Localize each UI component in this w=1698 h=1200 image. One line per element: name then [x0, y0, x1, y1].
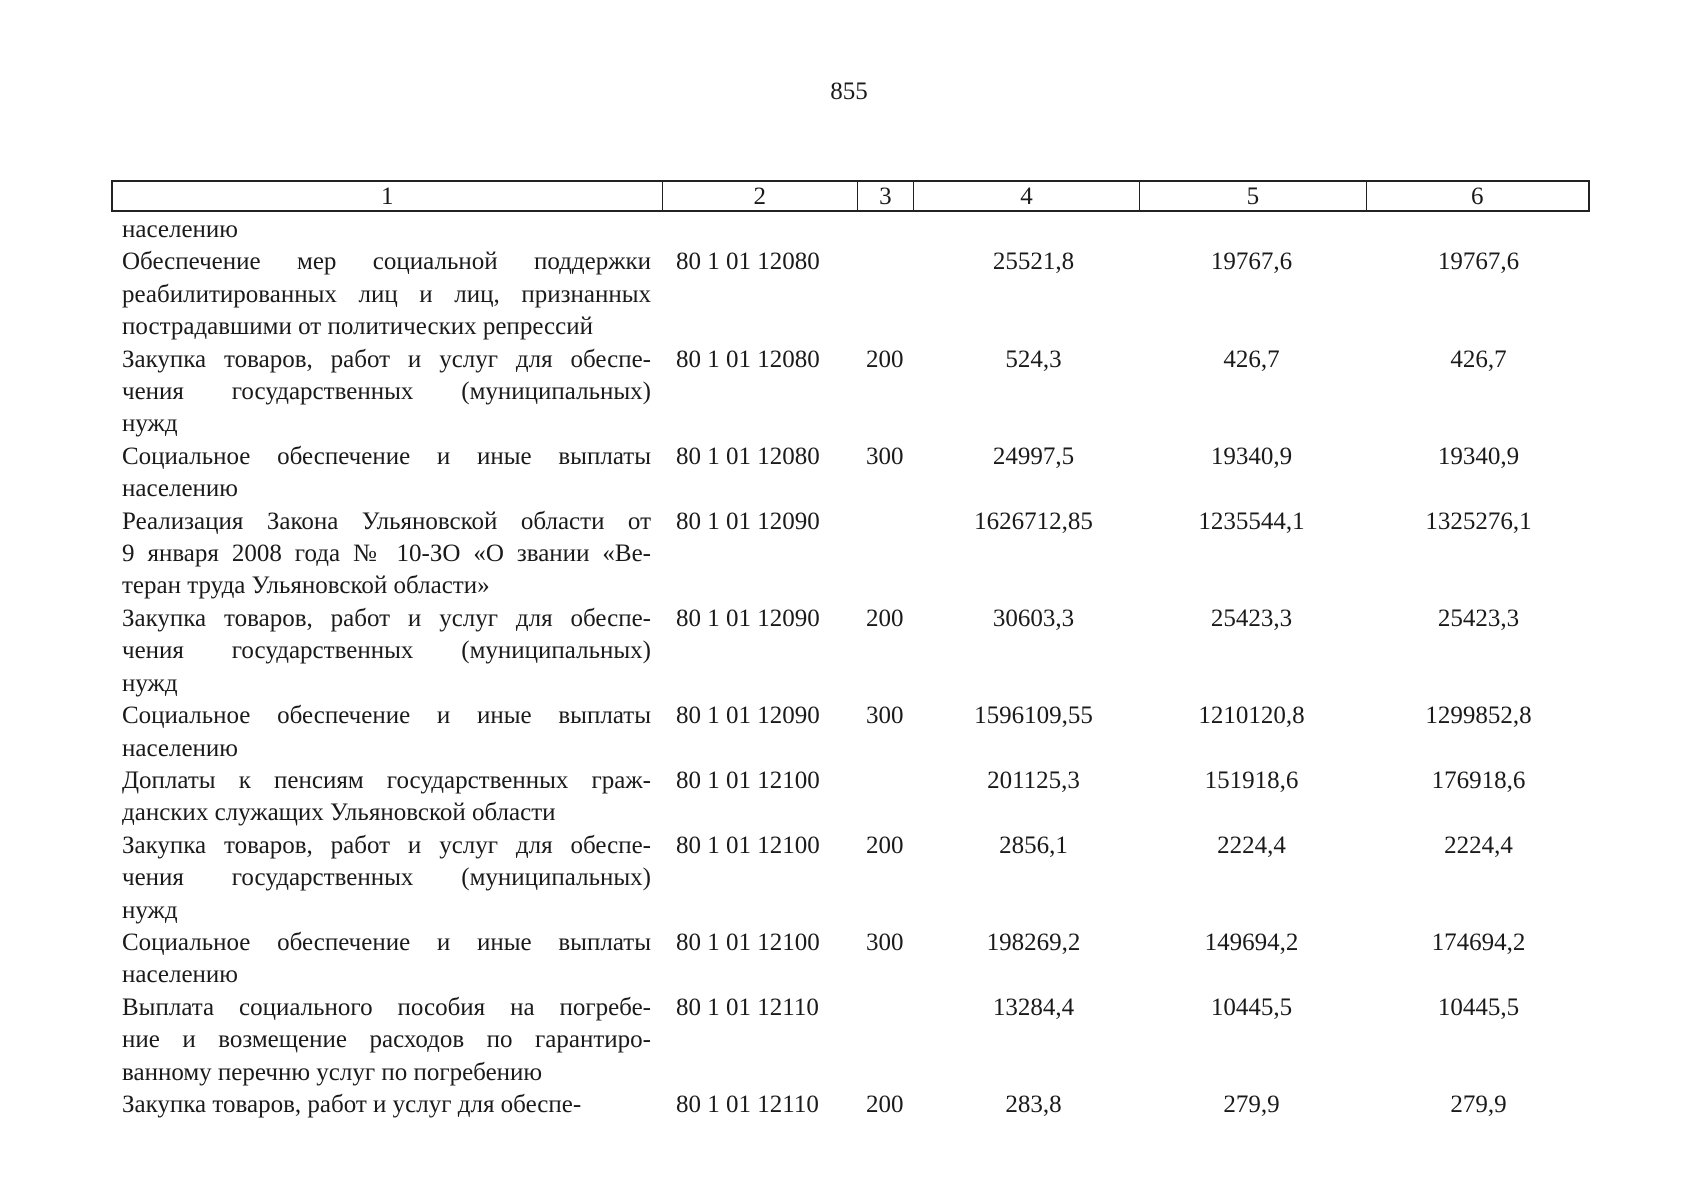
amount-col-6-cell: 426,7 [1450, 345, 1507, 373]
amount-col-5-cell: 1235544,1 [1198, 507, 1305, 535]
amount-col-4-cell: 524,3 [1005, 345, 1062, 373]
amount-col-4-cell: 201125,3 [987, 766, 1080, 794]
budget-code-cell: 80 1 01 12110 [676, 993, 819, 1021]
row-description [122, 603, 651, 700]
header-col-3: 3 [858, 182, 914, 210]
description-line: населению [122, 734, 238, 762]
amount-col-6-cell: 174694,2 [1431, 928, 1526, 956]
table-row [0, 700, 1698, 765]
row-description [122, 506, 651, 603]
row-description [122, 765, 651, 830]
budget-code-cell: 80 1 01 12090 [676, 507, 820, 535]
table-row [0, 830, 1698, 927]
amount-col-5-cell: 151918,6 [1204, 766, 1299, 794]
amount-col-5-cell: 2224,4 [1217, 831, 1286, 859]
budget-code-cell: 80 1 01 12080 [676, 345, 820, 373]
budget-code-cell: 80 1 01 12100 [676, 928, 820, 956]
amount-col-6-cell: 19767,6 [1437, 248, 1520, 276]
budget-code-cell: 80 1 01 12100 [676, 831, 820, 859]
amount-col-6-cell: 25423,3 [1437, 604, 1520, 632]
amount-col-4-cell: 30603,3 [992, 604, 1075, 632]
description-line: чения государственных (муниципальных) [122, 378, 651, 406]
header-col-5: 5 [1140, 182, 1366, 210]
amount-col-4-cell: 198269,2 [986, 928, 1081, 956]
expense-type-cell: 300 [866, 928, 904, 956]
row-description [122, 830, 651, 927]
expense-type-cell: 300 [866, 702, 904, 730]
budget-code-cell: 80 1 01 12090 [676, 702, 820, 730]
amount-col-6-cell: 2224,4 [1444, 831, 1513, 859]
description-line: Обеспечение мер социальной поддержки [122, 248, 651, 276]
amount-col-6-cell: 19340,9 [1437, 442, 1520, 470]
table-row [0, 765, 1698, 830]
expense-type-cell: 200 [866, 345, 904, 373]
row-description [122, 992, 651, 1089]
row-description [122, 1089, 651, 1121]
amount-col-6-cell: 1299852,8 [1425, 702, 1532, 730]
amount-col-5-cell: 25423,3 [1210, 604, 1293, 632]
row-description [122, 700, 651, 765]
amount-col-6-cell: 1325276,1 [1425, 507, 1532, 535]
amount-col-4-cell: 283,8 [1005, 1090, 1062, 1118]
table-header [111, 180, 1590, 212]
row-description [122, 441, 651, 506]
expense-type-cell: 300 [866, 442, 904, 470]
description-line: данских служащих Ульяновской области [122, 799, 556, 827]
page-number: 855 [830, 78, 868, 105]
description-line: чения государственных (муниципальных) [122, 864, 651, 892]
description-line: чения государственных (муниципальных) [122, 637, 651, 665]
table-row [0, 603, 1698, 700]
table-row [0, 441, 1698, 506]
table-row [0, 344, 1698, 441]
description-line: населению [122, 961, 238, 989]
description-line: нужд [122, 410, 178, 438]
amount-col-4-cell: 25521,8 [992, 248, 1075, 276]
description-line: реабилитированных лиц и лиц, признанных [122, 280, 651, 308]
description-line: Социальное обеспечение и иные выплаты [122, 442, 651, 470]
description-line: Закупка товаров, работ и услуг для обеспе- [122, 831, 651, 859]
table-row [0, 992, 1698, 1089]
description-line: 9 января 2008 года № 10-ЗО «О звании «Ве- [122, 540, 651, 568]
description-line: Реализация Закона Ульяновской области от [122, 507, 651, 535]
description-line: Закупка товаров, работ и услуг для обеспе- [122, 1090, 582, 1118]
table-row [0, 1089, 1698, 1121]
description-line: населению [122, 475, 238, 503]
amount-col-6-cell: 10445,5 [1437, 993, 1520, 1021]
description-line: пострадавшими от политических репрессий [122, 313, 593, 341]
table-row [0, 927, 1698, 992]
amount-col-5-cell: 10445,5 [1210, 993, 1293, 1021]
description-line: Социальное обеспечение и иные выплаты [122, 702, 651, 730]
amount-col-4-cell: 1626712,85 [974, 507, 1093, 535]
amount-col-4-cell: 2856,1 [999, 831, 1068, 859]
amount-col-5-cell: 19767,6 [1210, 248, 1293, 276]
description-line: Закупка товаров, работ и услуг для обеспе- [122, 604, 651, 632]
expense-type-cell: 200 [866, 1090, 904, 1118]
amount-col-6-cell: 279,9 [1450, 1090, 1507, 1118]
amount-col-5-cell: 426,7 [1223, 345, 1280, 373]
table-body [0, 214, 1698, 1121]
amount-col-5-cell: 279,9 [1223, 1090, 1280, 1118]
description-line: нужд [122, 669, 178, 697]
description-line: ние и возмещение расходов по гарантиро- [122, 1026, 651, 1054]
expense-type-cell: 200 [866, 831, 904, 859]
amount-col-4-cell: 13284,4 [992, 993, 1075, 1021]
continuation-text: населению [122, 216, 238, 243]
row-description [122, 927, 651, 992]
row-description [122, 344, 651, 441]
description-line: Выплата социального пособия на погребе- [122, 993, 651, 1021]
header-col-1: 1 [113, 182, 663, 210]
budget-code-cell: 80 1 01 12110 [676, 1090, 819, 1118]
description-line: теран труда Ульяновской области» [122, 572, 490, 600]
budget-code-cell: 80 1 01 12100 [676, 766, 820, 794]
amount-col-5-cell: 1210120,8 [1198, 702, 1305, 730]
description-line: Социальное обеспечение и иные выплаты [122, 928, 651, 956]
description-line: нужд [122, 896, 178, 924]
continuation-row [0, 214, 1698, 246]
amount-col-4-cell: 1596109,55 [974, 702, 1093, 730]
amount-col-6-cell: 176918,6 [1431, 766, 1526, 794]
table-row [0, 246, 1698, 343]
amount-col-4-cell: 24997,5 [992, 442, 1075, 470]
header-col-2: 2 [663, 182, 858, 210]
budget-code-cell: 80 1 01 12080 [676, 248, 820, 276]
description-line: ванному перечню услуг по погребению [122, 1058, 543, 1086]
budget-code-cell: 80 1 01 12090 [676, 604, 820, 632]
expense-type-cell: 200 [866, 604, 904, 632]
amount-col-5-cell: 149694,2 [1204, 928, 1299, 956]
amount-col-5-cell: 19340,9 [1210, 442, 1293, 470]
row-description [122, 246, 651, 343]
table-row [0, 506, 1698, 603]
budget-code-cell: 80 1 01 12080 [676, 442, 820, 470]
description-line: Доплаты к пенсиям государственных граж- [122, 766, 651, 794]
description-line: Закупка товаров, работ и услуг для обеспе- [122, 345, 651, 373]
header-col-6: 6 [1471, 183, 1484, 210]
header-col-4: 4 [914, 182, 1140, 210]
